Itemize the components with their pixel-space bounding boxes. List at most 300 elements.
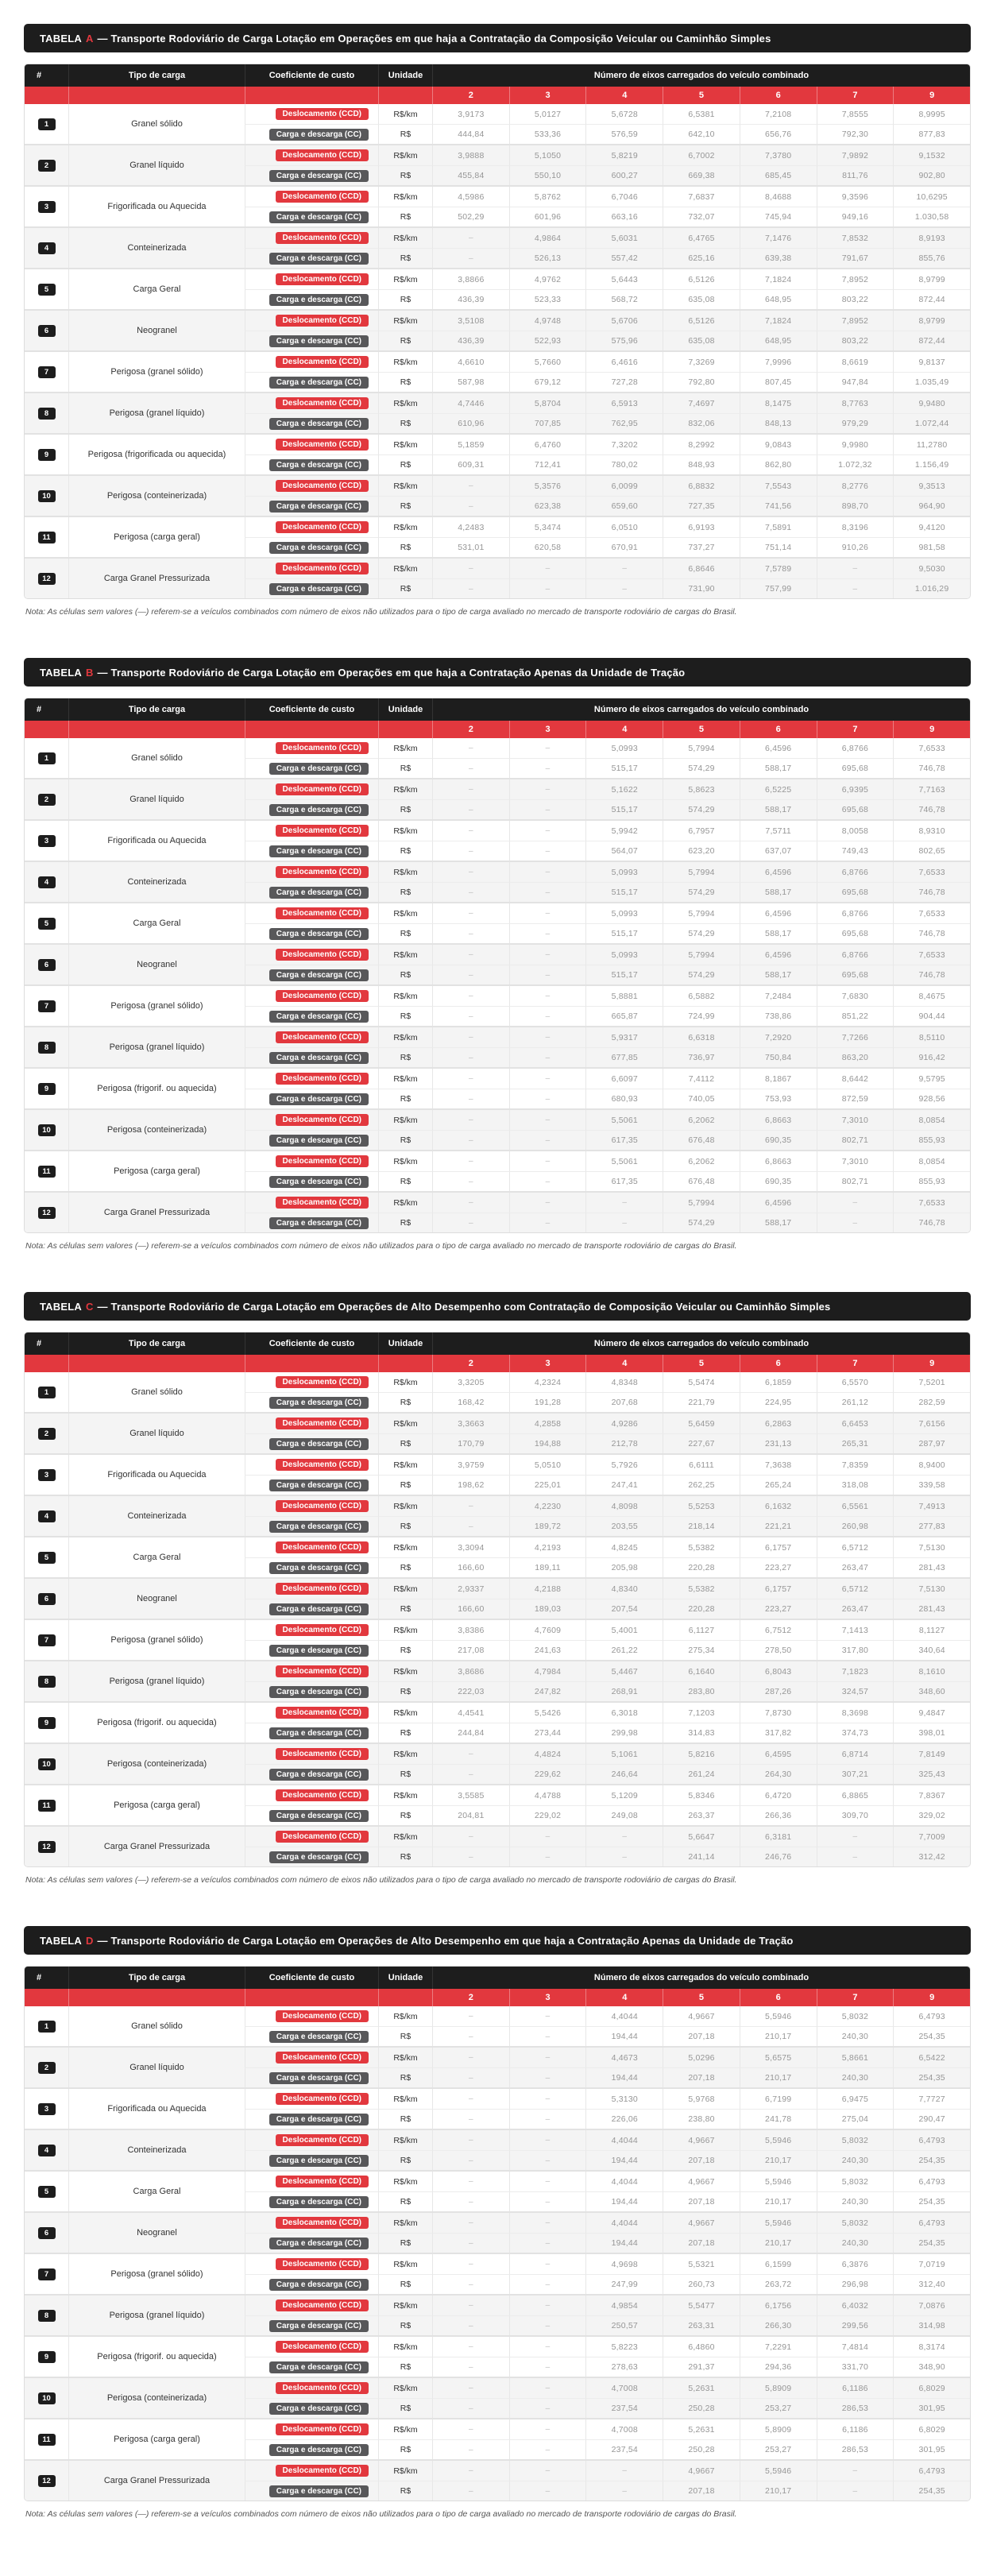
row-number-cell (25, 945, 68, 984)
value-cell: – (509, 2213, 586, 2233)
coefficient-cell (245, 2130, 378, 2150)
value-cell: 515,17 (585, 882, 663, 902)
value-cell: 301,95 (893, 2439, 970, 2459)
value-cell: 7,7266 (817, 1027, 894, 1047)
cargo-type-label: Perigosa (granel líquido) (68, 1027, 245, 1067)
cc-badge: Carga e descarga (CC) (269, 2114, 369, 2125)
value-cell: – (585, 1847, 663, 1866)
axle-count-header: 2 (432, 1355, 509, 1372)
value-cell: – (509, 1151, 586, 1171)
value-cell: 5,0127 (509, 104, 586, 124)
row-number-cell (25, 228, 68, 268)
value-cell: 4,8348 (585, 1372, 663, 1392)
coefficient-cell (245, 331, 378, 350)
cargo-row-group (25, 144, 970, 185)
row-number-badge: 10 (38, 490, 56, 502)
value-cell: 587,98 (432, 372, 509, 392)
value-cell: 309,70 (817, 1805, 894, 1825)
coefficient-cell (245, 2337, 378, 2357)
unit-cell: R$ (378, 2109, 432, 2129)
coefficient-cell (245, 269, 378, 289)
value-cell: – (509, 758, 586, 778)
value-cell: 6,4596 (740, 1193, 817, 1213)
unit-cell: R$/km (378, 228, 432, 248)
value-cell: 663,16 (585, 207, 663, 226)
table-title-bar (24, 24, 971, 52)
row-number-badge: 5 (38, 1552, 56, 1564)
value-cell: 260,98 (817, 1516, 894, 1536)
value-cell: 7,8555 (817, 104, 894, 124)
value-cell: 1.156,49 (893, 454, 970, 474)
value-cell: 737,27 (663, 537, 740, 557)
cargo-row-group (25, 2211, 970, 2253)
table-note: Nota: As células sem valores (—) referem-se a veículos combinados com número de eixos não utilizados para o tipo de carga avaliado no mercado de transporte rodoviário de cargas do Brasil. (25, 1875, 737, 1885)
value-cell: 281,43 (893, 1599, 970, 1619)
value-cell: 254,35 (893, 2026, 970, 2046)
band-spacer (378, 1355, 432, 1372)
cargo-type-label: Perigosa (frigorif. ou aquecida) (68, 1069, 245, 1108)
row-number-cell (25, 2006, 68, 2046)
cargo-row-group (25, 1577, 970, 1619)
row-number-badge: 8 (38, 408, 56, 420)
value-cell: – (432, 2274, 509, 2294)
cargo-row-group (25, 1191, 970, 1232)
axle-count-header: 9 (893, 1989, 970, 2006)
value-cell: 677,85 (585, 1047, 663, 1067)
value-cell: 6,4860 (663, 2337, 740, 2357)
cc-badge: Carga e descarga (CC) (269, 1727, 369, 1739)
coefficient-cell (245, 1661, 378, 1681)
ccd-badge: Deslocamento (CCD) (276, 1831, 369, 1843)
cc-badge: Carga e descarga (CC) (269, 294, 369, 306)
cc-badge: Carga e descarga (CC) (269, 1851, 369, 1863)
cargo-type-label: Perigosa (granel sólido) (68, 1620, 245, 1660)
value-cell: – (509, 2378, 586, 2398)
ccd-badge: Deslocamento (CCD) (276, 563, 369, 574)
value-cell: 6,6318 (663, 1027, 740, 1047)
ccd-badge: Deslocamento (CCD) (276, 521, 369, 533)
value-cell: – (585, 559, 663, 578)
coefficient-cell (245, 821, 378, 841)
coefficient-cell (245, 2315, 378, 2335)
value-cell: 6,1859 (740, 1372, 817, 1392)
cargo-row-group (25, 309, 970, 350)
value-cell: 312,42 (893, 1847, 970, 1866)
value-cell: 4,9864 (509, 228, 586, 248)
axle-count-header: 9 (893, 1355, 970, 1372)
unit-cell: R$/km (378, 187, 432, 207)
coefficient-cell (245, 1516, 378, 1536)
unit-cell: R$ (378, 413, 432, 433)
table-header-row (25, 1967, 970, 1989)
value-cell: 7,8359 (817, 1455, 894, 1475)
value-cell: – (509, 2296, 586, 2315)
row-number-cell (25, 517, 68, 557)
coefficient-cell (245, 559, 378, 578)
value-cell: – (509, 779, 586, 799)
value-cell: 5,1622 (585, 779, 663, 799)
value-cell: 5,8223 (585, 2337, 663, 2357)
value-cell: – (432, 2481, 509, 2501)
ccd-badge: Deslocamento (CCD) (276, 742, 369, 754)
value-cell: 4,4044 (585, 2172, 663, 2191)
ccd-badge: Deslocamento (CCD) (276, 2093, 369, 2105)
value-cell: 207,18 (663, 2067, 740, 2087)
value-cell: 1.016,29 (893, 578, 970, 598)
cargo-type-label: Conteinerizada (68, 1496, 245, 1536)
coefficient-cell (245, 965, 378, 984)
value-cell: 5,6459 (663, 1414, 740, 1433)
value-cell: 220,28 (663, 1599, 740, 1619)
value-cell: 8,3196 (817, 517, 894, 537)
cargo-row-group (25, 2294, 970, 2335)
value-cell: 848,13 (740, 413, 817, 433)
ccd-badge: Deslocamento (CCD) (276, 1748, 369, 1760)
row-number-badge: 9 (38, 449, 56, 461)
value-cell: 6,5225 (740, 779, 817, 799)
coefficient-cell (245, 228, 378, 248)
value-cell: 855,93 (893, 1171, 970, 1191)
row-number-badge: 11 (38, 1166, 56, 1178)
value-cell: 5,8032 (817, 2006, 894, 2026)
coefficient-cell (245, 2274, 378, 2294)
value-cell: 4,7008 (585, 2419, 663, 2439)
value-cell: 249,08 (585, 1805, 663, 1825)
axle-count-header: 9 (893, 87, 970, 104)
unit-cell: R$/km (378, 1496, 432, 1516)
value-cell: 732,07 (663, 207, 740, 226)
cargo-row-group (25, 943, 970, 984)
coefficient-cell (245, 476, 378, 496)
value-cell: 609,31 (432, 454, 509, 474)
value-cell: 241,14 (663, 1847, 740, 1866)
ccd-badge: Deslocamento (CCD) (276, 356, 369, 368)
row-number-cell (25, 1151, 68, 1191)
axle-count-header: 2 (432, 721, 509, 738)
value-cell: – (509, 1110, 586, 1130)
value-cell: – (432, 2172, 509, 2191)
row-number-badge: 12 (38, 573, 56, 585)
value-cell: 6,3018 (585, 1703, 663, 1723)
cc-badge: Carga e descarga (CC) (269, 1135, 369, 1147)
value-cell: 802,65 (893, 841, 970, 861)
value-cell: 5,8909 (740, 2419, 817, 2439)
value-cell: 4,4673 (585, 2048, 663, 2067)
value-cell: 574,29 (663, 965, 740, 984)
value-cell: 695,68 (817, 923, 894, 943)
value-cell: 247,82 (509, 1681, 586, 1701)
coefficient-cell (245, 738, 378, 758)
value-cell: 6,4793 (893, 2130, 970, 2150)
table-box (24, 1332, 971, 1867)
coefficient-cell (245, 2172, 378, 2191)
axle-count-header: 6 (740, 1355, 817, 1372)
value-cell: 4,7008 (585, 2378, 663, 2398)
value-cell: 241,63 (509, 1640, 586, 1660)
value-cell: 224,95 (740, 1392, 817, 1412)
value-cell: 4,8340 (585, 1579, 663, 1599)
coefficient-cell (245, 1764, 378, 1784)
value-cell: 665,87 (585, 1006, 663, 1026)
value-cell: 374,73 (817, 1723, 894, 1742)
value-cell: 669,38 (663, 165, 740, 185)
value-cell: – (432, 1193, 509, 1213)
coefficient-cell (245, 2233, 378, 2253)
unit-cell: R$/km (378, 1069, 432, 1089)
value-cell: 6,7199 (740, 2089, 817, 2109)
cargo-row-group (25, 1742, 970, 1784)
value-cell: 515,17 (585, 758, 663, 778)
value-cell: 7,6533 (893, 862, 970, 882)
value-cell: 3,8866 (432, 269, 509, 289)
value-cell: 802,71 (817, 1130, 894, 1150)
value-cell: 635,08 (663, 331, 740, 350)
row-number-badge: 11 (38, 1800, 56, 1812)
value-cell: 455,84 (432, 165, 509, 185)
value-cell: 5,7994 (663, 862, 740, 882)
value-cell: 217,08 (432, 1640, 509, 1660)
coefficient-cell (245, 2006, 378, 2026)
unit-cell: R$/km (378, 2461, 432, 2481)
value-cell: 5,7994 (663, 903, 740, 923)
cc-badge: Carga e descarga (CC) (269, 1810, 369, 1822)
value-cell: – (585, 1213, 663, 1232)
value-cell: 979,29 (817, 413, 894, 433)
coefficient-cell (245, 1193, 378, 1213)
value-cell: 7,7163 (893, 779, 970, 799)
value-cell: – (509, 821, 586, 841)
cargo-row-group (25, 2129, 970, 2170)
ccd-badge: Deslocamento (CCD) (276, 1073, 369, 1085)
value-cell: – (432, 2439, 509, 2459)
cc-badge: Carga e descarga (CC) (269, 1176, 369, 1188)
cargo-type-label: Perigosa (conteinerizada) (68, 2378, 245, 2418)
unit-cell: R$ (378, 165, 432, 185)
cc-badge: Carga e descarga (CC) (269, 1217, 369, 1229)
value-cell: 7,8367 (893, 1785, 970, 1805)
column-header-axles: Número de eixos carregados do veículo combinado (432, 698, 970, 721)
value-cell: 8,6442 (817, 1069, 894, 1089)
value-cell: 264,30 (740, 1764, 817, 1784)
value-cell: 250,28 (663, 2398, 740, 2418)
value-cell: 6,8663 (740, 1151, 817, 1171)
cargo-row-group (25, 104, 970, 144)
coefficient-cell (245, 393, 378, 413)
value-cell: 166,60 (432, 1599, 509, 1619)
coefficient-cell (245, 945, 378, 965)
value-cell: 695,68 (817, 882, 894, 902)
value-cell: 6,2863 (740, 1414, 817, 1433)
value-cell: 263,72 (740, 2274, 817, 2294)
band-spacer (25, 1355, 68, 1372)
value-cell: 848,93 (663, 454, 740, 474)
value-cell: – (509, 2461, 586, 2481)
value-cell: – (509, 1847, 586, 1866)
value-cell: 294,36 (740, 2357, 817, 2377)
value-cell: 223,27 (740, 1557, 817, 1577)
value-cell: 5,5477 (663, 2296, 740, 2315)
cargo-row-group (25, 1026, 970, 1067)
value-cell: 690,35 (740, 1171, 817, 1191)
ccd-badge: Deslocamento (CCD) (276, 439, 369, 451)
value-cell: – (509, 2315, 586, 2335)
value-cell: 7,3202 (585, 435, 663, 454)
row-number-cell (25, 1661, 68, 1701)
band-spacer (68, 87, 245, 104)
axle-count-band (25, 721, 970, 738)
value-cell: 4,9667 (663, 2130, 740, 2150)
row-number-badge: 9 (38, 1717, 56, 1729)
value-cell: 5,3474 (509, 517, 586, 537)
column-header-cost-coefficient: Coeficiente de custo (245, 64, 378, 87)
value-cell: 237,54 (585, 2398, 663, 2418)
cargo-type-label: Conteinerizada (68, 2130, 245, 2170)
row-number-cell (25, 1496, 68, 1536)
cc-badge: Carga e descarga (CC) (269, 1011, 369, 1023)
value-cell: 8,0854 (893, 1151, 970, 1171)
cargo-type-label: Carga Granel Pressurizada (68, 2461, 245, 2501)
value-cell: 5,6575 (740, 2048, 817, 2067)
table-header-row (25, 1332, 970, 1355)
value-cell: 204,81 (432, 1805, 509, 1825)
value-cell: 981,58 (893, 537, 970, 557)
value-cell: 746,78 (893, 965, 970, 984)
value-cell: 240,30 (817, 2150, 894, 2170)
coefficient-cell (245, 1151, 378, 1171)
value-cell: 588,17 (740, 799, 817, 819)
value-cell: – (509, 923, 586, 943)
row-number-badge: 3 (38, 1469, 56, 1481)
value-cell: 260,73 (663, 2274, 740, 2294)
value-cell: 5,5253 (663, 1496, 740, 1516)
cc-badge: Carga e descarga (CC) (269, 1052, 369, 1064)
row-number-badge: 12 (38, 1207, 56, 1219)
value-cell: 9,4120 (893, 517, 970, 537)
unit-cell: R$ (378, 331, 432, 350)
value-cell: 238,80 (663, 2109, 740, 2129)
value-cell: 6,1127 (663, 1620, 740, 1640)
row-number-badge: 2 (38, 2062, 56, 2074)
ccd-badge: Deslocamento (CCD) (276, 2134, 369, 2146)
cargo-type-label: Perigosa (conteinerizada) (68, 1744, 245, 1784)
value-cell: 6,8646 (663, 559, 740, 578)
coefficient-cell (245, 1130, 378, 1150)
value-cell: 194,44 (585, 2233, 663, 2253)
column-header-number: # (37, 1973, 42, 1982)
value-cell: 278,63 (585, 2357, 663, 2377)
column-header-cargo-type: Tipo de carga (68, 1332, 245, 1355)
value-cell: 220,28 (663, 1557, 740, 1577)
axle-count-header: 4 (585, 721, 663, 738)
value-cell: 5,7660 (509, 352, 586, 372)
row-number-badge: 2 (38, 160, 56, 172)
cargo-type-label: Conteinerizada (68, 228, 245, 268)
value-cell: 265,31 (817, 1433, 894, 1453)
value-cell: 4,9854 (585, 2296, 663, 2315)
unit-cell: R$/km (378, 311, 432, 331)
unit-cell: R$ (378, 758, 432, 778)
value-cell: 254,35 (893, 2191, 970, 2211)
row-number-cell (25, 269, 68, 309)
coefficient-cell (245, 1744, 378, 1764)
cargo-type-label: Granel líquido (68, 779, 245, 819)
coefficient-cell (245, 1557, 378, 1577)
value-cell: 964,90 (893, 496, 970, 516)
column-header-unit: Unidade (378, 698, 432, 721)
value-cell: 263,47 (817, 1599, 894, 1619)
value-cell: 7,6533 (893, 738, 970, 758)
cargo-type-label: Carga Geral (68, 1537, 245, 1577)
value-cell: 286,53 (817, 2439, 894, 2459)
value-cell: 515,17 (585, 799, 663, 819)
value-cell: 436,39 (432, 289, 509, 309)
value-cell: 5,7994 (663, 1193, 740, 1213)
value-cell: – (509, 2233, 586, 2253)
value-cell: 5,0510 (509, 1455, 586, 1475)
coefficient-cell (245, 1047, 378, 1067)
coefficient-cell (245, 124, 378, 144)
value-cell: 7,8149 (893, 1744, 970, 1764)
cargo-row-group (25, 433, 970, 474)
cc-badge: Carga e descarga (CC) (269, 2155, 369, 2167)
value-cell: 7,9892 (817, 145, 894, 165)
value-cell: 4,2483 (432, 517, 509, 537)
table-box (24, 698, 971, 1233)
table-section (24, 1292, 971, 1885)
coefficient-cell (245, 289, 378, 309)
value-cell: 318,08 (817, 1475, 894, 1495)
value-cell: 277,83 (893, 1516, 970, 1536)
cargo-row-group (25, 778, 970, 819)
coefficient-cell (245, 2461, 378, 2481)
value-cell: – (432, 758, 509, 778)
value-cell: 753,93 (740, 1089, 817, 1108)
unit-cell: R$ (378, 923, 432, 943)
value-cell: 4,9286 (585, 1414, 663, 1433)
value-cell: 6,0099 (585, 476, 663, 496)
cargo-type-label: Carga Geral (68, 269, 245, 309)
value-cell: 617,35 (585, 1130, 663, 1150)
column-header-axles: Número de eixos carregados do veículo combinado (432, 64, 970, 87)
value-cell: 6,8766 (817, 945, 894, 965)
value-cell: – (432, 882, 509, 902)
ccd-badge: Deslocamento (CCD) (276, 1541, 369, 1553)
ccd-badge: Deslocamento (CCD) (276, 1031, 369, 1043)
value-cell: 803,22 (817, 289, 894, 309)
cc-badge: Carga e descarga (CC) (269, 804, 369, 816)
row-number-badge: 6 (38, 325, 56, 337)
value-cell: 750,84 (740, 1047, 817, 1067)
value-cell: 268,91 (585, 1681, 663, 1701)
column-header-number: # (37, 1339, 42, 1348)
coefficient-cell (245, 2150, 378, 2170)
value-cell: 9,5795 (893, 1069, 970, 1089)
ccd-badge: Deslocamento (CCD) (276, 2341, 369, 2353)
value-cell: 7,2291 (740, 2337, 817, 2357)
table-body (25, 738, 970, 1232)
value-cell: 5,1050 (509, 145, 586, 165)
cc-badge: Carga e descarga (CC) (269, 1603, 369, 1615)
value-cell: 227,67 (663, 1433, 740, 1453)
ccd-badge: Deslocamento (CCD) (276, 2052, 369, 2064)
coefficient-cell (245, 2439, 378, 2459)
value-cell: 307,21 (817, 1764, 894, 1784)
axle-count-header: 4 (585, 87, 663, 104)
row-number-badge: 5 (38, 284, 56, 296)
coefficient-cell (245, 1027, 378, 1047)
value-cell: 221,21 (740, 1516, 817, 1536)
value-cell: 600,27 (585, 165, 663, 185)
